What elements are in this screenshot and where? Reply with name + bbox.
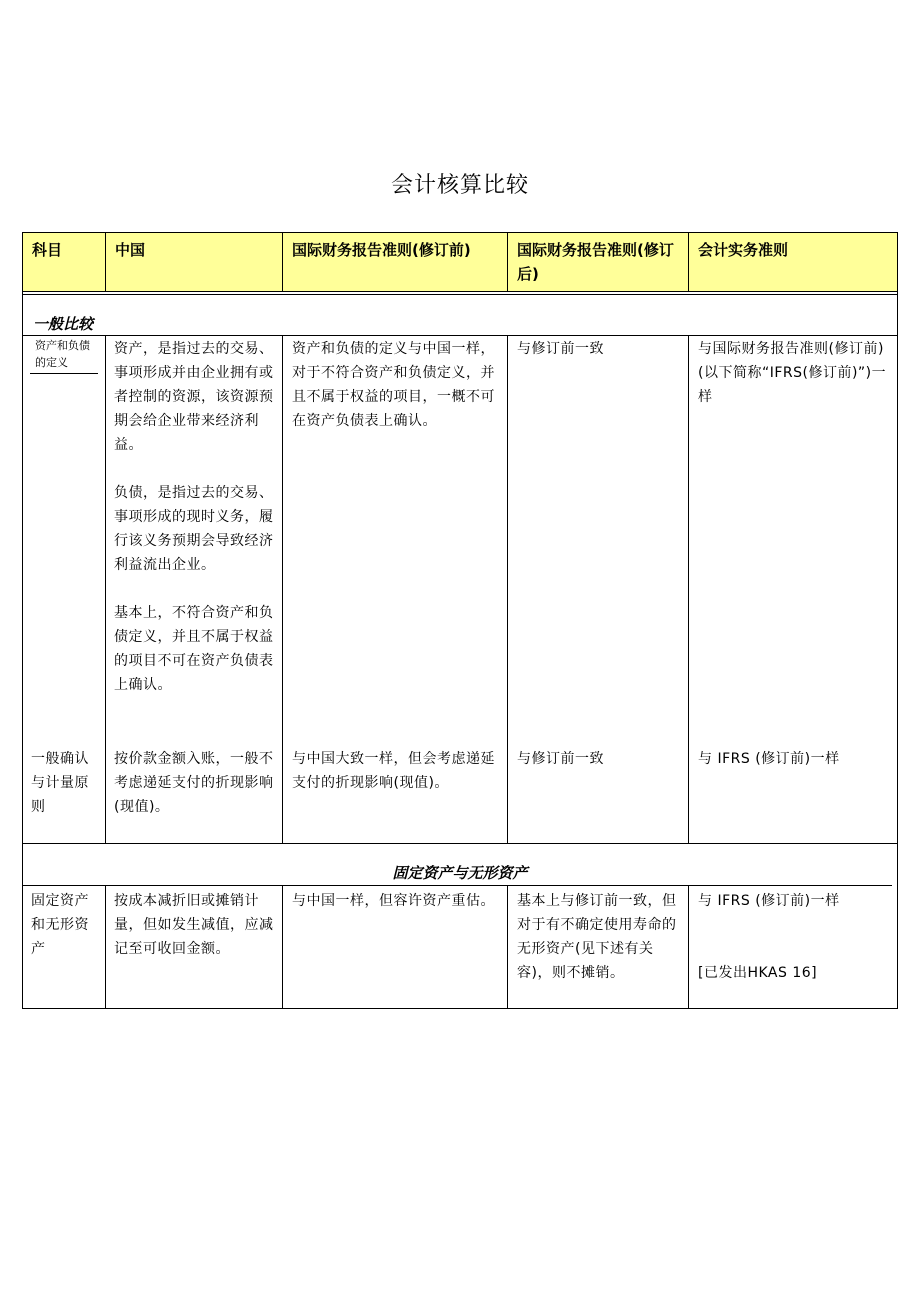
section-fixed-assets: 固定资产与无形资产	[392, 864, 528, 882]
col-divider	[105, 233, 106, 291]
header-subject: 科目	[32, 241, 63, 259]
row-definition-china	[114, 337, 275, 697]
col-divider	[688, 335, 689, 843]
page-title: 会计核算比较	[390, 173, 529, 198]
row-recognition-practice: 与 IFRS (修订前)一样	[698, 751, 840, 767]
row-recognition-china: 按价款金额入账，一般不考虑递延支付的折现影响(现值)。	[114, 751, 274, 815]
china-recognition-paragraph: 基本上，不符合资产和负债定义，并且不属于权益的项目不可在资产负债表上确认。	[114, 605, 274, 693]
row-divider	[23, 335, 897, 336]
col-divider	[105, 335, 106, 843]
header-ifrs-before: 国际财务报告准则(修订前)	[292, 241, 471, 259]
header-divider	[23, 291, 897, 292]
china-liability-paragraph: 负债，是指过去的交易、事项形成的现时义务，履行该义务预期会导致经济利益流出企业。	[114, 485, 274, 573]
col-divider	[282, 335, 283, 843]
col-divider	[688, 885, 689, 1009]
row-recognition-ifrs-after: 与修订前一致	[517, 751, 604, 767]
header-divider-double	[23, 294, 897, 295]
row-definition-ifrs-before: 资产和负债的定义与中国一样，对于不符合资产和负债定义，并且不属于权益的项目，一概不可在资产负债表上确认。	[292, 341, 495, 429]
row-fixed-practice-note: [已发出HKAS 16]	[698, 965, 818, 981]
row-definition-practice: 与国际财务报告准则(修订前)(以下简称“IFRS(修订前)”)一样	[698, 341, 887, 405]
comparison-table	[22, 232, 898, 1009]
col-divider	[688, 233, 689, 291]
col-divider	[282, 233, 283, 291]
row-fixed-ifrs-before: 与中国一样，但容许资产重估。	[292, 893, 495, 909]
col-divider	[507, 335, 508, 843]
row-fixed-subject: 固定资产和无形资产	[31, 893, 89, 957]
header-china: 中国	[115, 241, 146, 259]
subject-underline	[30, 373, 98, 374]
row-recognition-ifrs-before: 与中国大致一样，但会考虑递延支付的折现影响(现值)。	[292, 751, 495, 791]
section-general: 一般比较	[33, 315, 94, 333]
row-recognition-subject: 一般确认与计量原则	[31, 751, 89, 815]
row-divider	[23, 843, 897, 844]
row-fixed-practice: 与 IFRS (修订前)一样	[698, 893, 840, 909]
row-definition-subject: 资产和负债的定义	[35, 339, 90, 369]
row-fixed-ifrs-after: 基本上与修订前一致，但对于有不确定使用寿命的无形资产(见下述有关容)，则不摊销。	[517, 893, 677, 981]
row-definition-ifrs-after: 与修订前一致	[517, 341, 604, 357]
header-practice: 会计实务准则	[698, 241, 789, 259]
col-divider	[105, 885, 106, 1009]
col-divider	[282, 885, 283, 1009]
china-asset-paragraph: 资产，是指过去的交易、事项形成并由企业拥有或者控制的资源，该资源预期会给企业带来经济利益。	[114, 341, 274, 453]
row-divider	[23, 885, 892, 886]
col-divider	[507, 233, 508, 291]
col-divider	[507, 885, 508, 1009]
row-fixed-china: 按成本减折旧或摊销计量，但如发生减值，应减记至可收回金额。	[114, 893, 274, 957]
header-ifrs-after: 国际财务报告准则(修订后)	[517, 241, 674, 283]
